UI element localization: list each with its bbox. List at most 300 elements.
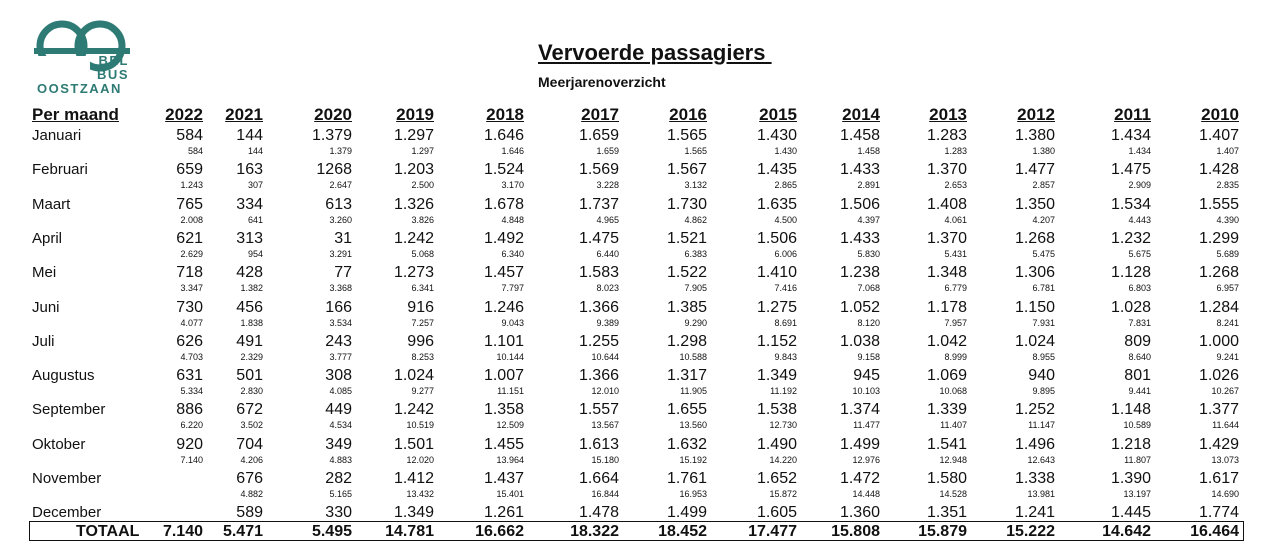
cumulative-value: 4.077 xyxy=(180,317,203,328)
monthly-value: 1.565 xyxy=(666,127,707,144)
total-value: 14.642 xyxy=(1102,523,1151,540)
cumulative-value: 3.826 xyxy=(411,214,434,225)
year-header: 2011 xyxy=(1114,105,1151,124)
cumulative-value: 15.192 xyxy=(679,454,707,465)
cumulative-value: 1.659 xyxy=(596,146,619,156)
cumulative-value: 16.844 xyxy=(591,489,619,499)
monthly-value: 1.024 xyxy=(1014,332,1055,350)
month-label: Oktober xyxy=(32,435,86,453)
monthly-value: 1.408 xyxy=(926,195,967,213)
cumulative-value: 2.891 xyxy=(857,180,880,191)
cumulative-value: 2.329 xyxy=(240,351,263,362)
monthly-value: 1.412 xyxy=(393,470,434,487)
cumulative-value: 3.368 xyxy=(329,283,352,294)
page-subtitle: Meerjarenoverzicht xyxy=(538,74,666,90)
monthly-value: 1.455 xyxy=(483,435,524,453)
monthly-value: 886 xyxy=(176,401,203,419)
monthly-value: 1.360 xyxy=(839,504,880,522)
monthly-value: 1.433 xyxy=(839,161,880,179)
cumulative-value: 4.061 xyxy=(944,214,967,225)
monthly-value: 1.492 xyxy=(483,229,524,247)
monthly-value: 1.458 xyxy=(839,127,880,144)
cumulative-value: 11.192 xyxy=(770,386,797,397)
monthly-value: 1.339 xyxy=(926,401,967,419)
monthly-value: 621 xyxy=(176,229,203,247)
page-title: Vervoerde passagiers xyxy=(538,40,772,65)
monthly-value: 166 xyxy=(325,298,352,316)
cumulative-value: 9.441 xyxy=(1128,386,1151,397)
cumulative-value: 1.430 xyxy=(774,146,797,156)
cumulative-value: 11.147 xyxy=(1028,420,1055,431)
monthly-value: 501 xyxy=(236,367,263,385)
month-label: Juli xyxy=(32,332,55,350)
year-header: 2015 xyxy=(759,105,797,124)
cumulative-value: 7.905 xyxy=(684,283,707,294)
monthly-value: 1.617 xyxy=(1198,470,1239,487)
monthly-value: 1.477 xyxy=(1014,161,1055,179)
monthly-value: 1.284 xyxy=(1198,298,1239,316)
cumulative-value: 4.397 xyxy=(857,214,880,225)
monthly-value: 1.557 xyxy=(578,401,619,419)
cumulative-value: 13.432 xyxy=(406,489,434,499)
cumulative-value: 14.690 xyxy=(1211,489,1239,499)
cumulative-value: 2.629 xyxy=(180,248,203,259)
monthly-value: 1.472 xyxy=(839,470,880,487)
monthly-value: 1.358 xyxy=(483,401,524,419)
monthly-value: 676 xyxy=(236,470,263,487)
cumulative-value: 10.144 xyxy=(496,351,524,362)
monthly-value: 1.478 xyxy=(578,504,619,522)
monthly-value: 1.317 xyxy=(666,367,707,385)
monthly-value: 1.273 xyxy=(393,264,434,282)
cumulative-value: 5.475 xyxy=(1032,248,1055,259)
monthly-value: 584 xyxy=(176,127,203,144)
cumulative-value: 1.458 xyxy=(857,146,880,156)
cumulative-value: 9.241 xyxy=(1216,351,1239,362)
year-header: 2012 xyxy=(1017,105,1055,124)
cumulative-value: 144 xyxy=(247,146,263,156)
monthly-value: 1.379 xyxy=(311,127,352,144)
cumulative-value: 2.835 xyxy=(1216,180,1239,191)
cumulative-value: 12.643 xyxy=(1027,454,1055,465)
cumulative-value: 2.865 xyxy=(774,180,797,191)
cumulative-value: 4.965 xyxy=(596,214,619,225)
monthly-value: 1.238 xyxy=(839,264,880,282)
monthly-value: 1.430 xyxy=(756,127,797,144)
monthly-value: 313 xyxy=(236,229,263,247)
monthly-value: 1.569 xyxy=(578,161,619,179)
monthly-value: 1.148 xyxy=(1110,401,1151,419)
monthly-value: 243 xyxy=(325,332,352,350)
cumulative-value: 7.068 xyxy=(857,283,880,294)
monthly-value: 1.261 xyxy=(483,504,524,522)
cumulative-value: 5.830 xyxy=(857,248,880,259)
monthly-value: 308 xyxy=(325,367,352,385)
total-value: 18.452 xyxy=(658,523,707,540)
cumulative-value: 13.567 xyxy=(591,420,619,431)
cumulative-value: 13.981 xyxy=(1027,489,1055,499)
cumulative-value: 8.023 xyxy=(596,283,619,294)
monthly-value: 1.521 xyxy=(666,229,707,247)
monthly-value: 1.349 xyxy=(393,504,434,522)
logo-line-3: OOSTZAAN xyxy=(37,81,122,96)
monthly-value: 1.246 xyxy=(483,298,524,316)
monthly-value: 916 xyxy=(407,298,434,316)
logo-line-2: BUS xyxy=(97,67,129,82)
cumulative-value: 14.528 xyxy=(939,489,967,499)
monthly-value: 1.326 xyxy=(393,195,434,213)
cumulative-value: 1.283 xyxy=(944,146,967,156)
monthly-value: 1.475 xyxy=(578,229,619,247)
cumulative-value: 4.443 xyxy=(1128,214,1151,225)
cumulative-value: 1.243 xyxy=(180,180,203,191)
monthly-value: 1.678 xyxy=(483,195,524,213)
monthly-value: 718 xyxy=(176,264,203,282)
month-label: Januari xyxy=(32,127,82,144)
monthly-value: 1.232 xyxy=(1110,229,1151,247)
monthly-value: 1.428 xyxy=(1198,161,1239,179)
year-header: 2020 xyxy=(314,105,352,124)
cumulative-value: 2.830 xyxy=(240,386,263,397)
logo-text xyxy=(37,54,133,96)
total-value: 17.477 xyxy=(748,523,797,540)
monthly-value: 1.664 xyxy=(578,470,619,487)
monthly-value: 1.252 xyxy=(1014,401,1055,419)
monthly-value: 613 xyxy=(325,195,352,213)
cumulative-value: 3.260 xyxy=(329,214,352,225)
monthly-value: 1.268 xyxy=(1198,264,1239,282)
monthly-value: 1.268 xyxy=(1014,229,1055,247)
monthly-value: 1.349 xyxy=(756,367,797,385)
cumulative-value: 9.389 xyxy=(596,317,619,328)
total-value: 16.464 xyxy=(1190,523,1239,540)
monthly-value: 945 xyxy=(853,367,880,385)
cumulative-value: 8.120 xyxy=(857,317,880,328)
cumulative-value: 5.334 xyxy=(180,386,203,397)
monthly-value: 1.351 xyxy=(926,504,967,522)
total-value: 15.808 xyxy=(831,523,880,540)
year-header: 2010 xyxy=(1201,105,1239,124)
monthly-value: 1.506 xyxy=(756,229,797,247)
cumulative-value: 4.390 xyxy=(1216,214,1239,225)
monthly-value: 626 xyxy=(176,332,203,350)
monthly-value: 1.069 xyxy=(926,367,967,385)
cumulative-value: 4.882 xyxy=(240,489,263,499)
cumulative-value: 9.277 xyxy=(411,386,434,397)
cumulative-value: 4.534 xyxy=(329,420,352,431)
cumulative-value: 5.689 xyxy=(1216,248,1239,259)
monthly-value: 1.255 xyxy=(578,332,619,350)
cumulative-value: 10.267 xyxy=(1211,386,1239,397)
cumulative-value: 307 xyxy=(247,180,263,191)
cumulative-value: 6.006 xyxy=(774,248,797,259)
cumulative-value: 9.043 xyxy=(501,317,524,328)
cumulative-value: 15.872 xyxy=(769,489,797,499)
monthly-value: 1.299 xyxy=(1198,229,1239,247)
monthly-value: 1.737 xyxy=(578,195,619,213)
monthly-value: 940 xyxy=(1028,367,1055,385)
year-header: 2018 xyxy=(486,105,524,124)
cumulative-value: 8.999 xyxy=(944,351,967,362)
year-header: 2016 xyxy=(669,105,707,124)
cumulative-value: 5.431 xyxy=(944,248,967,259)
total-value: 5.495 xyxy=(311,523,352,540)
monthly-value: 491 xyxy=(236,332,263,350)
monthly-value: 631 xyxy=(176,367,203,385)
cumulative-value: 3.502 xyxy=(240,420,263,431)
monthly-value: 31 xyxy=(334,229,352,247)
monthly-value: 163 xyxy=(236,161,263,179)
cumulative-value: 8.253 xyxy=(411,351,434,362)
monthly-value: 1.499 xyxy=(839,435,880,453)
monthly-value: 1.178 xyxy=(926,298,967,316)
cumulative-value: 5.068 xyxy=(411,248,434,259)
monthly-value: 144 xyxy=(236,127,263,144)
monthly-value: 659 xyxy=(176,161,203,179)
cumulative-value: 7.416 xyxy=(774,283,797,294)
monthly-value: 1.038 xyxy=(839,332,880,350)
monthly-value: 334 xyxy=(236,195,263,213)
monthly-value: 1.377 xyxy=(1198,401,1239,419)
total-value: 15.222 xyxy=(1006,523,1055,540)
cumulative-value: 6.220 xyxy=(180,420,203,431)
year-header: 2017 xyxy=(581,105,619,124)
monthly-value: 1.580 xyxy=(926,470,967,487)
month-label: Augustus xyxy=(32,367,95,385)
monthly-value: 1.350 xyxy=(1014,195,1055,213)
cumulative-value: 2.008 xyxy=(180,214,203,225)
cumulative-value: 2.909 xyxy=(1128,180,1151,191)
cumulative-value: 6.383 xyxy=(684,248,707,259)
monthly-value: 1.242 xyxy=(393,229,434,247)
monthly-value: 704 xyxy=(236,435,263,453)
cumulative-value: 10.103 xyxy=(852,386,880,397)
monthly-value: 1.390 xyxy=(1110,470,1151,487)
monthly-value: 1.374 xyxy=(839,401,880,419)
monthly-value: 1.475 xyxy=(1110,161,1151,179)
monthly-value: 349 xyxy=(325,435,352,453)
cumulative-value: 6.803 xyxy=(1128,283,1151,294)
cumulative-value: 16.953 xyxy=(679,489,707,499)
monthly-value: 1268 xyxy=(316,161,352,179)
cumulative-value: 10.068 xyxy=(939,386,967,397)
monthly-value: 1.366 xyxy=(578,298,619,316)
month-label: Juni xyxy=(32,298,60,316)
cumulative-value: 11.477 xyxy=(853,420,880,431)
monthly-value: 1.429 xyxy=(1198,435,1239,453)
total-value: 16.662 xyxy=(475,523,524,540)
cumulative-value: 6.440 xyxy=(596,248,619,259)
month-label: November xyxy=(32,470,102,487)
cumulative-value: 7.831 xyxy=(1128,317,1151,328)
cumulative-value: 8.640 xyxy=(1128,351,1151,362)
monthly-value: 1.101 xyxy=(483,332,524,350)
total-value: 5.471 xyxy=(222,523,263,540)
monthly-value: 77 xyxy=(334,264,352,282)
monthly-value: 1.437 xyxy=(483,470,524,487)
monthly-value: 1.522 xyxy=(666,264,707,282)
cumulative-value: 15.401 xyxy=(496,489,524,499)
cumulative-value: 12.010 xyxy=(591,386,619,397)
monthly-value: 996 xyxy=(407,332,434,350)
monthly-value: 1.306 xyxy=(1014,264,1055,282)
month-label: September xyxy=(32,401,106,419)
monthly-value: 1.652 xyxy=(756,470,797,487)
cumulative-value: 641 xyxy=(247,214,263,225)
year-header: 2019 xyxy=(396,105,434,124)
cumulative-value: 2.653 xyxy=(944,180,967,191)
cumulative-value: 7.140 xyxy=(180,454,203,465)
cumulative-value: 4.883 xyxy=(329,454,352,465)
cumulative-value: 3.170 xyxy=(501,180,524,191)
row-header-label: Per maand xyxy=(32,105,119,124)
monthly-value: 1.433 xyxy=(839,229,880,247)
monthly-value: 1.242 xyxy=(393,401,434,419)
year-header: 2014 xyxy=(842,105,880,124)
cumulative-value: 4.500 xyxy=(774,214,797,225)
cumulative-value: 3.777 xyxy=(329,351,352,362)
cumulative-value: 4.085 xyxy=(329,386,352,397)
cumulative-value: 4.207 xyxy=(1032,214,1055,225)
monthly-value: 1.150 xyxy=(1014,298,1055,316)
month-label: December xyxy=(32,504,102,522)
monthly-value: 1.380 xyxy=(1014,127,1055,144)
cumulative-value: 9.158 xyxy=(857,351,880,362)
monthly-value: 1.632 xyxy=(666,435,707,453)
cumulative-value: 9.290 xyxy=(684,317,707,328)
monthly-value: 1.218 xyxy=(1110,435,1151,453)
monthly-value: 1.275 xyxy=(756,298,797,316)
cumulative-value: 8.955 xyxy=(1032,351,1055,362)
cumulative-value: 8.691 xyxy=(774,317,797,328)
monthly-value: 1.297 xyxy=(393,127,434,144)
cumulative-value: 9.843 xyxy=(774,351,797,362)
cumulative-value: 4.862 xyxy=(684,214,707,225)
monthly-value: 1.490 xyxy=(756,435,797,453)
monthly-value: 1.538 xyxy=(756,401,797,419)
monthly-value: 1.007 xyxy=(483,367,524,385)
monthly-value: 1.241 xyxy=(1014,504,1055,522)
monthly-value: 1.541 xyxy=(926,435,967,453)
monthly-value: 330 xyxy=(325,504,352,522)
cumulative-value: 6.340 xyxy=(501,248,524,259)
monthly-value: 1.370 xyxy=(926,229,967,247)
total-value: 18.322 xyxy=(570,523,619,540)
cumulative-value: 1.434 xyxy=(1128,146,1151,156)
cumulative-value: 6.341 xyxy=(411,283,434,294)
monthly-value: 1.366 xyxy=(578,367,619,385)
cumulative-value: 11.905 xyxy=(680,386,707,397)
cumulative-value: 4.206 xyxy=(240,454,263,465)
year-header: 2013 xyxy=(929,105,967,124)
monthly-value: 672 xyxy=(236,401,263,419)
monthly-value: 1.506 xyxy=(839,195,880,213)
cumulative-value: 9.895 xyxy=(1032,386,1055,397)
monthly-value: 1.583 xyxy=(578,264,619,282)
monthly-value: 1.026 xyxy=(1198,367,1239,385)
cumulative-value: 1.407 xyxy=(1216,146,1239,156)
cumulative-value: 15.180 xyxy=(591,454,619,465)
monthly-value: 1.635 xyxy=(756,195,797,213)
cumulative-value: 1.380 xyxy=(1032,146,1055,156)
cumulative-value: 11.407 xyxy=(940,420,967,431)
cumulative-value: 954 xyxy=(247,248,263,259)
year-header: 2022 xyxy=(165,105,203,124)
monthly-value: 1.534 xyxy=(1110,195,1151,213)
cumulative-value: 10.588 xyxy=(679,351,707,362)
monthly-value: 1.499 xyxy=(666,504,707,522)
cumulative-value: 13.560 xyxy=(679,420,707,431)
monthly-value: 1.203 xyxy=(393,161,434,179)
cumulative-value: 10.589 xyxy=(1123,420,1151,431)
cumulative-value: 5.165 xyxy=(329,489,352,499)
monthly-value: 1.501 xyxy=(393,435,434,453)
monthly-value: 1.435 xyxy=(756,161,797,179)
year-header: 2021 xyxy=(225,105,263,124)
monthly-value: 1.052 xyxy=(839,298,880,316)
cumulative-value: 1.382 xyxy=(240,283,263,294)
cumulative-value: 2.857 xyxy=(1032,180,1055,191)
cumulative-value: 7.797 xyxy=(501,283,524,294)
month-label: April xyxy=(32,229,63,247)
cumulative-value: 12.730 xyxy=(769,420,797,431)
cumulative-value: 10.644 xyxy=(591,351,619,362)
total-value: 15.879 xyxy=(918,523,967,540)
cumulative-value: 6.781 xyxy=(1032,283,1055,294)
cumulative-value: 1.838 xyxy=(240,317,263,328)
cumulative-value: 3.228 xyxy=(596,180,619,191)
cumulative-value: 584 xyxy=(187,146,203,156)
cumulative-value: 14.448 xyxy=(852,489,880,499)
cumulative-value: 1.297 xyxy=(411,146,434,156)
monthly-value: 1.567 xyxy=(666,161,707,179)
monthly-value: 1.761 xyxy=(666,470,707,487)
cumulative-value: 11.807 xyxy=(1124,454,1151,465)
cumulative-value: 1.646 xyxy=(501,146,524,156)
monthly-value: 1.605 xyxy=(756,504,797,522)
total-label: TOTAAL xyxy=(76,523,140,540)
monthly-value: 1.613 xyxy=(578,435,619,453)
cumulative-value: 13.197 xyxy=(1123,489,1151,499)
cumulative-value: 3.132 xyxy=(684,180,707,191)
cumulative-value: 12.948 xyxy=(939,454,967,465)
monthly-value: 1.042 xyxy=(926,332,967,350)
monthly-value: 1.646 xyxy=(483,127,524,144)
monthly-value: 1.298 xyxy=(666,332,707,350)
cumulative-value: 2.500 xyxy=(411,180,434,191)
monthly-value: 1.655 xyxy=(666,401,707,419)
cumulative-value: 11.644 xyxy=(1212,420,1239,431)
cumulative-value: 14.220 xyxy=(769,454,797,465)
cumulative-value: 13.964 xyxy=(496,454,524,465)
monthly-value: 1.024 xyxy=(393,367,434,385)
monthly-value: 1.457 xyxy=(483,264,524,282)
monthly-value: 282 xyxy=(325,470,352,487)
monthly-value: 1.407 xyxy=(1198,127,1239,144)
total-value: 14.781 xyxy=(385,523,434,540)
cumulative-value: 10.519 xyxy=(406,420,434,431)
cumulative-value: 12.509 xyxy=(496,420,524,431)
logo-line-1: BEL xyxy=(98,53,129,68)
monthly-value: 765 xyxy=(176,195,203,213)
monthly-value: 1.385 xyxy=(666,298,707,316)
monthly-value: 428 xyxy=(236,264,263,282)
cumulative-value: 7.957 xyxy=(944,317,967,328)
cumulative-value: 1.379 xyxy=(329,146,352,156)
monthly-value: 1.434 xyxy=(1110,127,1151,144)
cumulative-value: 3.534 xyxy=(329,317,352,328)
cumulative-value: 4.848 xyxy=(501,214,524,225)
